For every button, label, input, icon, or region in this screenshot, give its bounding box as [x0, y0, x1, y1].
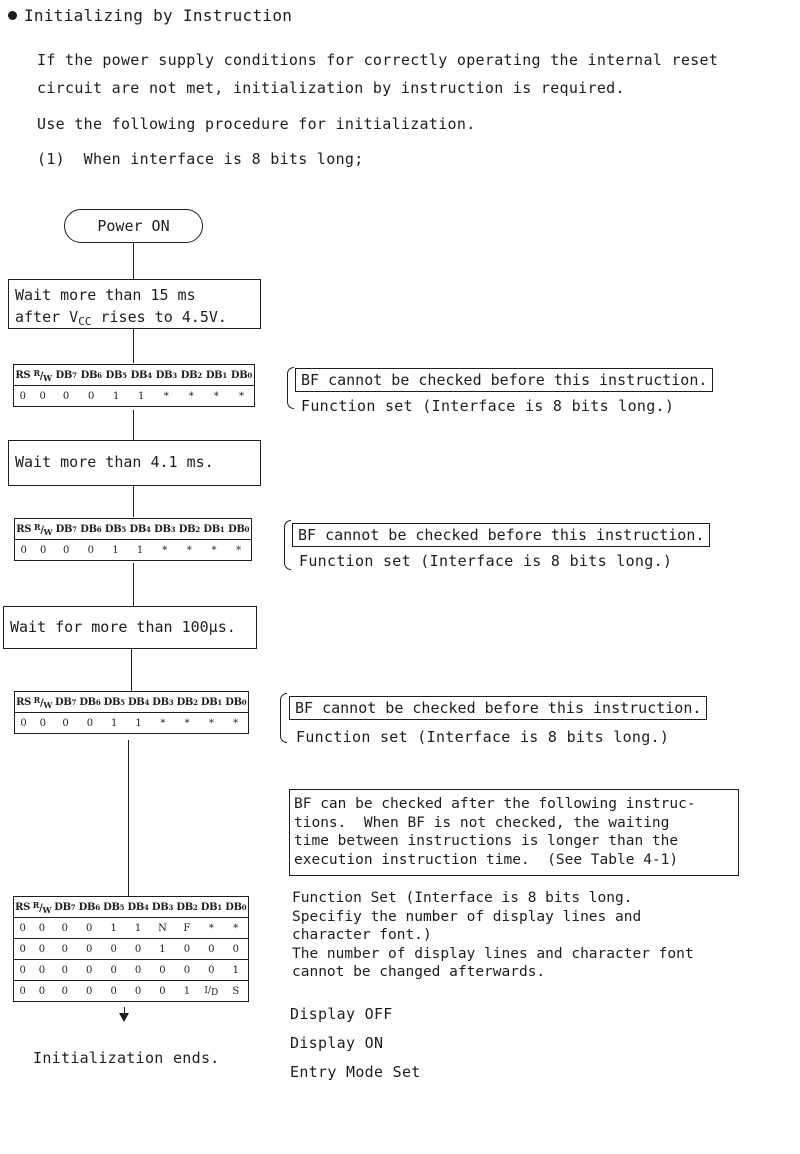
note-bracket	[284, 520, 291, 570]
connector	[133, 328, 134, 363]
connector	[133, 563, 134, 606]
instruction-header-row	[15, 519, 251, 540]
intro-line-2: circuit are not met, initialization by instruction is required.	[37, 79, 625, 97]
header-cell: DB1	[200, 901, 222, 913]
wait-15ms-prefix: after V	[15, 308, 79, 326]
bit-cell: 0	[32, 540, 53, 561]
header-cell: RS	[16, 696, 32, 708]
bit-cell: 0	[31, 960, 52, 981]
bit-cell: 0	[78, 713, 102, 734]
bit-cell: 0	[126, 960, 150, 981]
wait-4ms-box	[8, 440, 261, 486]
wait-100us-box	[3, 606, 257, 649]
power-on-terminal	[64, 209, 203, 243]
instruction-row	[15, 713, 248, 734]
bit-cell: 0	[53, 939, 77, 960]
instruction-row	[14, 981, 248, 1002]
header-cell: DB4	[127, 901, 149, 913]
header-cell: DB2	[176, 696, 198, 708]
bit-cell: 0	[77, 918, 101, 939]
header-cell: DB7	[55, 523, 77, 535]
header-cell: DB0	[228, 523, 250, 535]
instruction-row	[14, 960, 248, 981]
case-label: (1) When interface is 8 bits long;	[37, 150, 364, 168]
bit-cell: 0	[79, 386, 104, 407]
header-cell: DB1	[200, 696, 222, 708]
bit-cell: 0	[31, 918, 52, 939]
fs-line2: Specifiy the number of display lines and	[292, 908, 642, 925]
header-cell: DB1	[203, 523, 225, 535]
wait-15ms-box	[8, 279, 261, 329]
initialization-ends-label: Initialization ends.	[33, 1049, 220, 1067]
bit-cell: 0	[31, 939, 52, 960]
bit-cell: *	[177, 540, 202, 561]
bit-cell: 0	[150, 981, 174, 1002]
bit-cell: *	[229, 386, 254, 407]
bf-can-line4: execution instruction time. (See Table 4-1)	[294, 851, 679, 868]
bit-cell: 0	[53, 981, 77, 1002]
instruction-header-row	[14, 897, 248, 918]
bf-can-line3: time between instructions is longer than the	[294, 833, 679, 849]
header-cell: DB0	[225, 696, 247, 708]
wait-4ms-label: Wait more than 4.1 ms.	[15, 453, 214, 471]
bit-cell: 0	[150, 960, 174, 981]
bf-can-line1: BF can be checked after the following instruc-	[294, 796, 696, 812]
header-cell: DB4	[127, 696, 150, 708]
instruction-row	[15, 540, 251, 561]
connector	[133, 242, 134, 279]
header-cell: DB4	[130, 369, 152, 381]
bit-cell: 0	[53, 713, 77, 734]
bit-cell: 0	[175, 939, 199, 960]
header-cell: RS	[16, 523, 32, 535]
bit-cell: 1	[101, 918, 125, 939]
bit-cell: 0	[77, 981, 101, 1002]
bit-cell: 0	[53, 918, 77, 939]
bit-cell: *	[202, 540, 227, 561]
bf-can-check-note	[289, 789, 739, 876]
section-heading: Initializing by Instruction	[24, 6, 293, 25]
header-cell: DB2	[176, 901, 198, 913]
instruction-header-row	[14, 365, 254, 386]
power-on-label: Power ON	[97, 217, 170, 235]
bit-cell: *	[152, 540, 177, 561]
bit-cell: 0	[14, 960, 31, 981]
function-set-note-3: Function set (Interface is 8 bits long.)	[296, 728, 670, 746]
header-cell: DB5	[105, 369, 127, 381]
instruction-row	[14, 939, 248, 960]
bit-cell: *	[175, 713, 199, 734]
bit-cell: S	[224, 981, 248, 1002]
instruction-row	[14, 918, 248, 939]
vcc-subscript: CC	[78, 315, 92, 328]
fs-line1: Function Set (Interface is 8 bits long.	[292, 890, 633, 906]
bit-cell: 1	[104, 386, 129, 407]
note-bracket	[287, 367, 294, 409]
header-cell: DB6	[80, 369, 102, 381]
bit-cell: 0	[77, 960, 101, 981]
bit-cell: 0	[32, 386, 54, 407]
wait-15ms-suffix: rises to 4.5V.	[91, 308, 227, 326]
bit-cell: 1	[175, 981, 199, 1002]
bit-cell: *	[226, 540, 251, 561]
header-cell: DB4	[129, 523, 151, 535]
fs-line4: The number of display lines and character font	[292, 945, 694, 962]
header-cell: DB6	[78, 901, 100, 913]
display-off-label: Display OFF	[290, 1005, 393, 1023]
header-cell: DB5	[103, 696, 125, 708]
bit-cell: 0	[32, 713, 53, 734]
bit-cell: 1	[224, 960, 248, 981]
header-cell: DB7	[55, 369, 77, 381]
bit-cell: 0	[126, 981, 150, 1002]
bf-cannot-note-2: BF cannot be checked before this instruction.	[292, 523, 710, 547]
bit-cell: *	[179, 386, 204, 407]
fs-line3: character font.)	[292, 927, 432, 943]
header-cell: DB5	[104, 523, 126, 535]
bit-cell: 1	[150, 939, 174, 960]
header-cell: DB6	[80, 523, 102, 535]
bit-cell: *	[199, 713, 223, 734]
header-cell: DB3	[152, 696, 174, 708]
bit-cell: 0	[199, 939, 223, 960]
bit-cell: 0	[126, 939, 150, 960]
bf-can-line2: tions. When BF is not checked, the waiting	[294, 814, 670, 831]
display-on-label: Display ON	[290, 1034, 384, 1052]
bit-cell: 0	[175, 960, 199, 981]
connector	[128, 740, 129, 897]
bit-cell: *	[224, 713, 248, 734]
bit-cell: 0	[14, 939, 31, 960]
bit-cell: 0	[15, 540, 32, 561]
instruction-row	[14, 386, 254, 407]
header-cell: RS	[15, 369, 31, 381]
bit-cell: 0	[14, 386, 32, 407]
arrow-down-icon	[119, 1013, 129, 1022]
entry-mode-set-label: Entry Mode Set	[290, 1063, 421, 1081]
bit-cell: 1	[102, 713, 126, 734]
bit-cell: 1	[126, 713, 150, 734]
bit-cell: I/D	[199, 981, 223, 1002]
bit-cell: 0	[53, 960, 77, 981]
bit-cell: F	[175, 918, 199, 939]
header-cell: DB7	[55, 696, 77, 708]
bit-cell: 0	[31, 981, 52, 1002]
header-cell: DB0	[230, 369, 252, 381]
header-cell: $^R/_W$	[33, 367, 52, 383]
function-set-note-2: Function set (Interface is 8 bits long.)	[299, 552, 673, 570]
bit-cell: 1	[129, 386, 154, 407]
bit-cell: 1	[126, 918, 150, 939]
header-cell: DB3	[155, 369, 177, 381]
procedure-line: Use the following procedure for initialization.	[37, 115, 476, 133]
header-cell: DB6	[79, 696, 101, 708]
connector	[133, 410, 134, 440]
header-cell: DB7	[54, 901, 76, 913]
bf-cannot-note-3: BF cannot be checked before this instruction.	[289, 696, 707, 720]
header-cell: DB2	[180, 369, 202, 381]
connector	[133, 485, 134, 517]
bit-cell: 0	[15, 713, 32, 734]
bit-cell: 0	[79, 540, 104, 561]
header-cell: RS	[15, 901, 31, 913]
bit-cell: 0	[101, 939, 125, 960]
header-cell: $^R/_W$	[33, 521, 53, 537]
bit-cell: 0	[54, 386, 79, 407]
bit-cell: *	[204, 386, 229, 407]
bit-cell: *	[154, 386, 179, 407]
note-bracket	[280, 693, 287, 743]
wait-100us-label: Wait for more than 100μs.	[10, 618, 236, 636]
function-set-table-2	[15, 519, 251, 560]
bit-cell: 0	[14, 981, 31, 1002]
header-cell: DB3	[154, 523, 176, 535]
bit-cell: 0	[77, 939, 101, 960]
header-cell: DB5	[103, 901, 125, 913]
bit-cell: 0	[199, 960, 223, 981]
bit-cell: N	[150, 918, 174, 939]
bit-cell: 0	[101, 960, 125, 981]
function-set-note-1: Function set (Interface is 8 bits long.)	[301, 397, 675, 415]
bf-cannot-note-1: BF cannot be checked before this instruction.	[295, 368, 713, 392]
fs-line5: cannot be changed afterwards.	[292, 964, 546, 980]
header-cell: DB1	[205, 369, 227, 381]
bullet-icon	[8, 11, 17, 20]
bit-cell: *	[199, 918, 223, 939]
bit-cell: 0	[224, 939, 248, 960]
header-cell: DB0	[225, 901, 247, 913]
header-cell: $^R/_W$	[33, 694, 52, 710]
bit-cell: 1	[103, 540, 128, 561]
header-cell: DB2	[178, 523, 200, 535]
bit-cell: 0	[101, 981, 125, 1002]
function-set-table-3	[15, 692, 248, 733]
header-cell: $^R/_W$	[32, 899, 52, 915]
intro-line-1: If the power supply conditions for correctly operating the internal reset	[37, 51, 719, 69]
final-instruction-table	[14, 897, 248, 1001]
function-set-table-1	[14, 365, 254, 406]
wait-15ms-line1: Wait more than 15 ms	[15, 286, 196, 304]
bit-cell: *	[151, 713, 175, 734]
bit-cell: 1	[128, 540, 153, 561]
header-cell: DB3	[151, 901, 174, 913]
bit-cell: 0	[54, 540, 79, 561]
instruction-header-row	[15, 692, 248, 713]
bit-cell: 0	[14, 918, 31, 939]
function-set-explanation	[292, 889, 694, 982]
bit-cell: *	[224, 918, 248, 939]
connector	[131, 648, 132, 692]
